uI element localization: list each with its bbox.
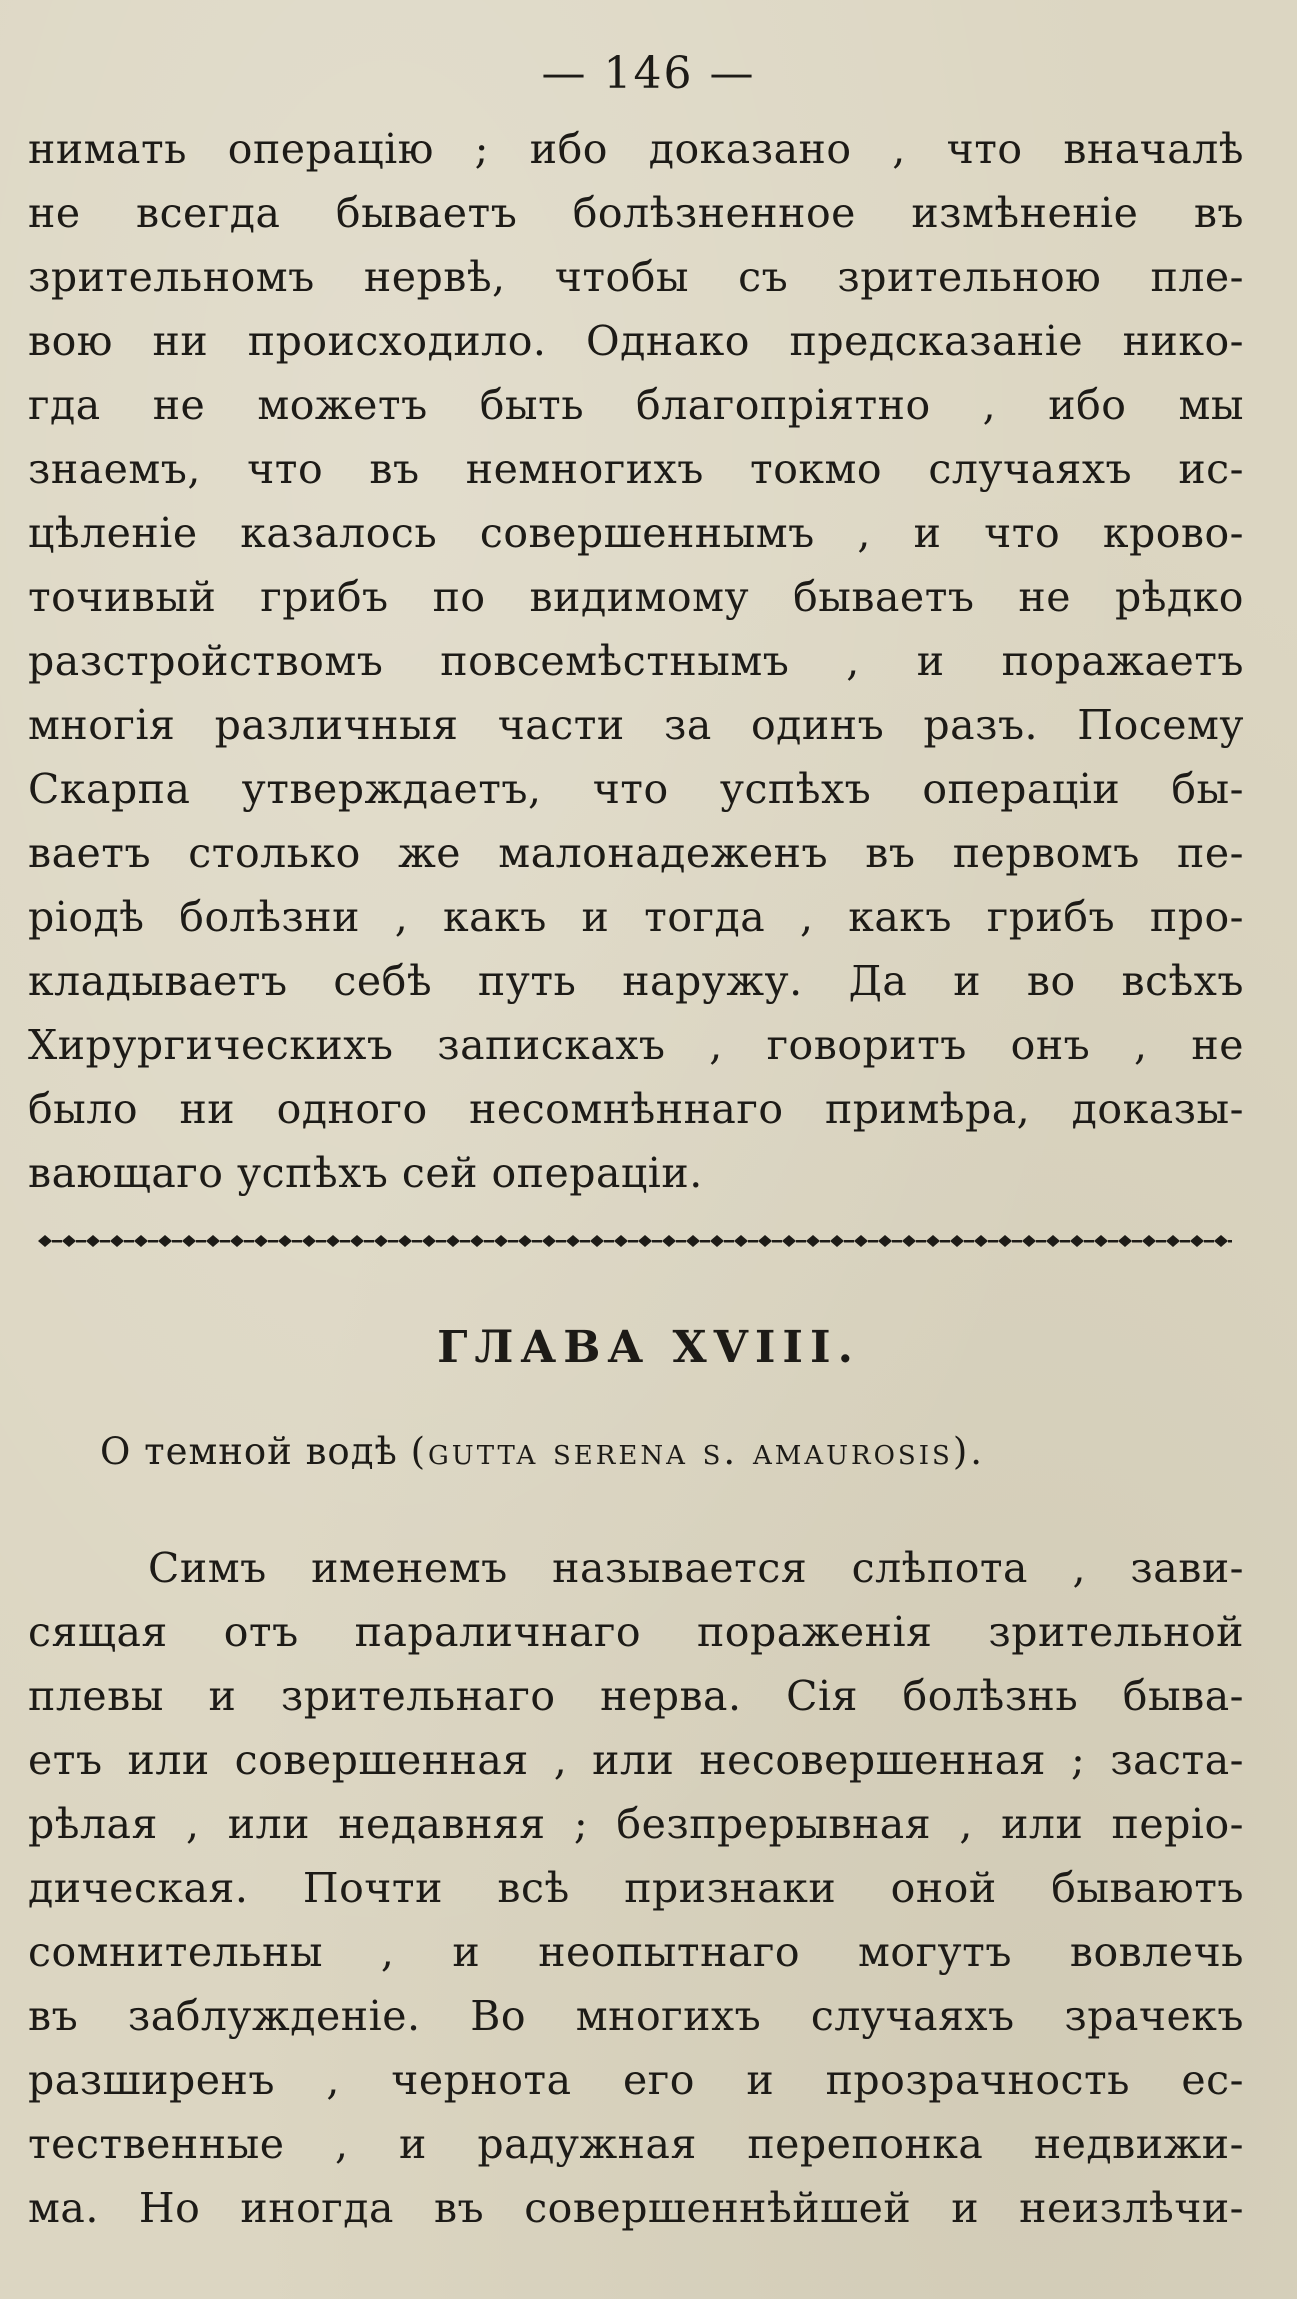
text-line: разширенъ , чернота его и прозрачность ес- — [28, 2056, 1244, 2104]
paragraph-2 — [28, 1536, 1244, 2240]
ornament-mark — [638, 1235, 652, 1247]
ornament-mark — [196, 1240, 206, 1243]
ornament-mark — [374, 1235, 388, 1247]
ornament-mark — [436, 1240, 446, 1243]
ornament-mark — [1142, 1235, 1156, 1247]
ornament-mark — [1204, 1240, 1214, 1243]
text-line: вою ни происходило. Однако предсказаніе нико- — [28, 317, 1244, 365]
ornament-mark — [604, 1240, 614, 1243]
text-line: точивый грибъ по видимому бываетъ не рѣдко — [28, 573, 1244, 621]
ornament-mark — [484, 1240, 494, 1243]
text-line: рѣлая , или недавняя ; безпрерывная , или періо- — [28, 1800, 1244, 1848]
ornament-mark — [220, 1240, 230, 1243]
ornament-mark — [206, 1235, 220, 1247]
ornament-mark — [254, 1235, 268, 1247]
ornament-mark — [76, 1240, 86, 1243]
ornament-mark — [902, 1235, 916, 1247]
chapter-subtitle — [100, 1420, 1250, 1484]
ornament-mark — [532, 1240, 542, 1243]
text-line: сомнительны , и неопытнаго могутъ вовлечь — [28, 1928, 1244, 1976]
ornament-mark — [614, 1235, 628, 1247]
ornament-mark — [724, 1240, 734, 1243]
ornament-mark — [148, 1240, 158, 1243]
ornament-mark — [316, 1240, 326, 1243]
ornament-mark — [340, 1240, 350, 1243]
ornament-mark — [230, 1235, 244, 1247]
ornament-mark — [542, 1235, 556, 1247]
ornament-mark — [590, 1235, 604, 1247]
ornament-mark — [700, 1240, 710, 1243]
ornamental-divider — [32, 1228, 1232, 1254]
ornament-mark — [950, 1235, 964, 1247]
ornament-mark — [1084, 1240, 1094, 1243]
ornament-mark — [1012, 1240, 1022, 1243]
ornament-mark — [926, 1235, 940, 1247]
ornament-mark — [302, 1235, 316, 1247]
text-line: Скарпа утверждаетъ, что успѣхъ операціи бы- — [28, 765, 1244, 813]
ornament-mark — [268, 1240, 278, 1243]
ornament-mark — [494, 1235, 508, 1247]
text-line: не всегда бываетъ болѣзненное измѣненіе въ — [28, 189, 1244, 237]
ornament-mark — [566, 1235, 580, 1247]
ornament-mark — [556, 1240, 566, 1243]
ornament-mark — [1046, 1235, 1060, 1247]
ornament-mark — [1036, 1240, 1046, 1243]
ornament-mark — [988, 1240, 998, 1243]
page-number: — 146 — — [541, 48, 756, 99]
text-line: дическая. Почти всѣ признаки оной бываютъ — [28, 1864, 1244, 1912]
ornament-mark — [1070, 1235, 1084, 1247]
ornament-mark — [844, 1240, 854, 1243]
ornament-mark — [62, 1235, 76, 1247]
text-line: кладываетъ себѣ путь наружу. Да и во всѣхъ — [28, 957, 1244, 1005]
ornament-mark — [278, 1235, 292, 1247]
ornament-mark — [964, 1240, 974, 1243]
text-line: нимать операцію ; ибо доказано , что вначалѣ — [28, 125, 1244, 173]
text-line: гда не можетъ быть благопріятно , ибо мы — [28, 381, 1244, 429]
ornament-mark — [422, 1235, 436, 1247]
ornament-mark — [1156, 1240, 1166, 1243]
text-line: плевы и зрительнаго нерва. Сія болѣзнь быва- — [28, 1672, 1244, 1720]
text-line: сящая отъ параличнаго пораженія зрительной — [28, 1608, 1244, 1656]
ornament-mark — [292, 1240, 302, 1243]
ornament-mark — [748, 1240, 758, 1243]
ornament-mark — [830, 1235, 844, 1247]
ornament-mark — [628, 1240, 638, 1243]
text-line: вающаго успѣхъ сей операціи. — [28, 1149, 703, 1197]
ornament-mark — [110, 1235, 124, 1247]
ornament-mark — [710, 1235, 724, 1247]
ornament-mark — [470, 1235, 484, 1247]
ornament-mark — [580, 1240, 590, 1243]
ornament-mark — [412, 1240, 422, 1243]
text-line: многія различныя части за одинъ разъ. Посему — [28, 701, 1244, 749]
ornament-mark — [734, 1235, 748, 1247]
ornament-mark — [1180, 1240, 1190, 1243]
text-line: Хирургическихъ запискахъ , говоритъ онъ , не — [28, 1021, 1244, 1069]
ornament-mark — [998, 1235, 1012, 1247]
text-line: етъ или совершенная , или несовершенная ; заста- — [28, 1736, 1244, 1784]
ornament-mark — [100, 1240, 110, 1243]
ornament-mark — [820, 1240, 830, 1243]
ornament-mark — [868, 1240, 878, 1243]
text-line: ма. Но иногда въ совершеннѣйшей и неизлѣчи- — [28, 2184, 1244, 2232]
paragraph-1 — [28, 117, 1244, 1205]
text-line: Симъ именемъ называется слѣпота , зави- — [148, 1544, 1244, 1592]
ornament-mark — [1228, 1240, 1232, 1243]
ornament-mark — [124, 1240, 134, 1243]
ornament-mark — [1094, 1235, 1108, 1247]
ornament-mark — [878, 1235, 892, 1247]
ornament-mark — [940, 1240, 950, 1243]
text-line: ваетъ столько же малонадеженъ въ первомъ пе- — [28, 829, 1244, 877]
ornament-mark — [1060, 1240, 1070, 1243]
chapter-heading: ГЛАВА XVIII. — [437, 1322, 860, 1373]
chapter-subtitle-russian: О темной водѣ — [100, 1430, 398, 1473]
ornament-mark — [916, 1240, 926, 1243]
text-line: въ заблужденіе. Во многихъ случаяхъ зрачекъ — [28, 1992, 1244, 2040]
text-line: было ни одного несомнѣннаго примѣра, доказы- — [28, 1085, 1244, 1133]
ornament-mark — [1214, 1235, 1228, 1247]
ornament-mark — [460, 1240, 470, 1243]
ornament-mark — [518, 1235, 532, 1247]
text-line: ріодѣ болѣзни , какъ и тогда , какъ грибъ про- — [28, 893, 1244, 941]
ornament-mark — [172, 1240, 182, 1243]
ornament-mark — [652, 1240, 662, 1243]
ornament-mark — [350, 1235, 364, 1247]
ornament-mark — [326, 1235, 340, 1247]
ornament-mark — [854, 1235, 868, 1247]
ornament-mark — [244, 1240, 254, 1243]
ornament-mark — [676, 1240, 686, 1243]
ornament-mark — [1022, 1235, 1036, 1247]
ornament-mark — [974, 1235, 988, 1247]
ornament-mark — [1132, 1240, 1142, 1243]
chapter-subtitle-latin: (gutta serena s. amaurosis). — [410, 1430, 986, 1473]
ornament-mark — [1166, 1235, 1180, 1247]
text-line: знаемъ, что въ немногихъ токмо случаяхъ ис- — [28, 445, 1244, 493]
text-line: зрительномъ нервѣ, чтобы съ зрительною пле- — [28, 253, 1244, 301]
ornament-mark — [796, 1240, 806, 1243]
ornament-mark — [86, 1235, 100, 1247]
ornament-mark — [52, 1240, 62, 1243]
ornament-mark — [806, 1235, 820, 1247]
ornament-mark — [758, 1235, 772, 1247]
text-line: цѣленіе казалось совершеннымъ , и что крово- — [28, 509, 1244, 557]
ornament-mark — [662, 1235, 676, 1247]
ornament-mark — [772, 1240, 782, 1243]
ornament-mark — [38, 1235, 52, 1247]
ornament-mark — [1190, 1235, 1204, 1247]
ornament-mark — [446, 1235, 460, 1247]
ornament-mark — [508, 1240, 518, 1243]
ornament-mark — [892, 1240, 902, 1243]
ornament-mark — [398, 1235, 412, 1247]
ornament-mark — [782, 1235, 796, 1247]
ornament-mark — [1118, 1235, 1132, 1247]
ornament-mark — [134, 1235, 148, 1247]
text-line: тественные , и радужная перепонка недвижи- — [28, 2120, 1244, 2168]
ornament-mark — [364, 1240, 374, 1243]
ornament-mark — [1108, 1240, 1118, 1243]
ornament-mark — [182, 1235, 196, 1247]
ornament-mark — [388, 1240, 398, 1243]
ornament-mark — [158, 1235, 172, 1247]
text-line: разстройствомъ повсемѣстнымъ , и поражаетъ — [28, 637, 1244, 685]
ornament-mark — [686, 1235, 700, 1247]
